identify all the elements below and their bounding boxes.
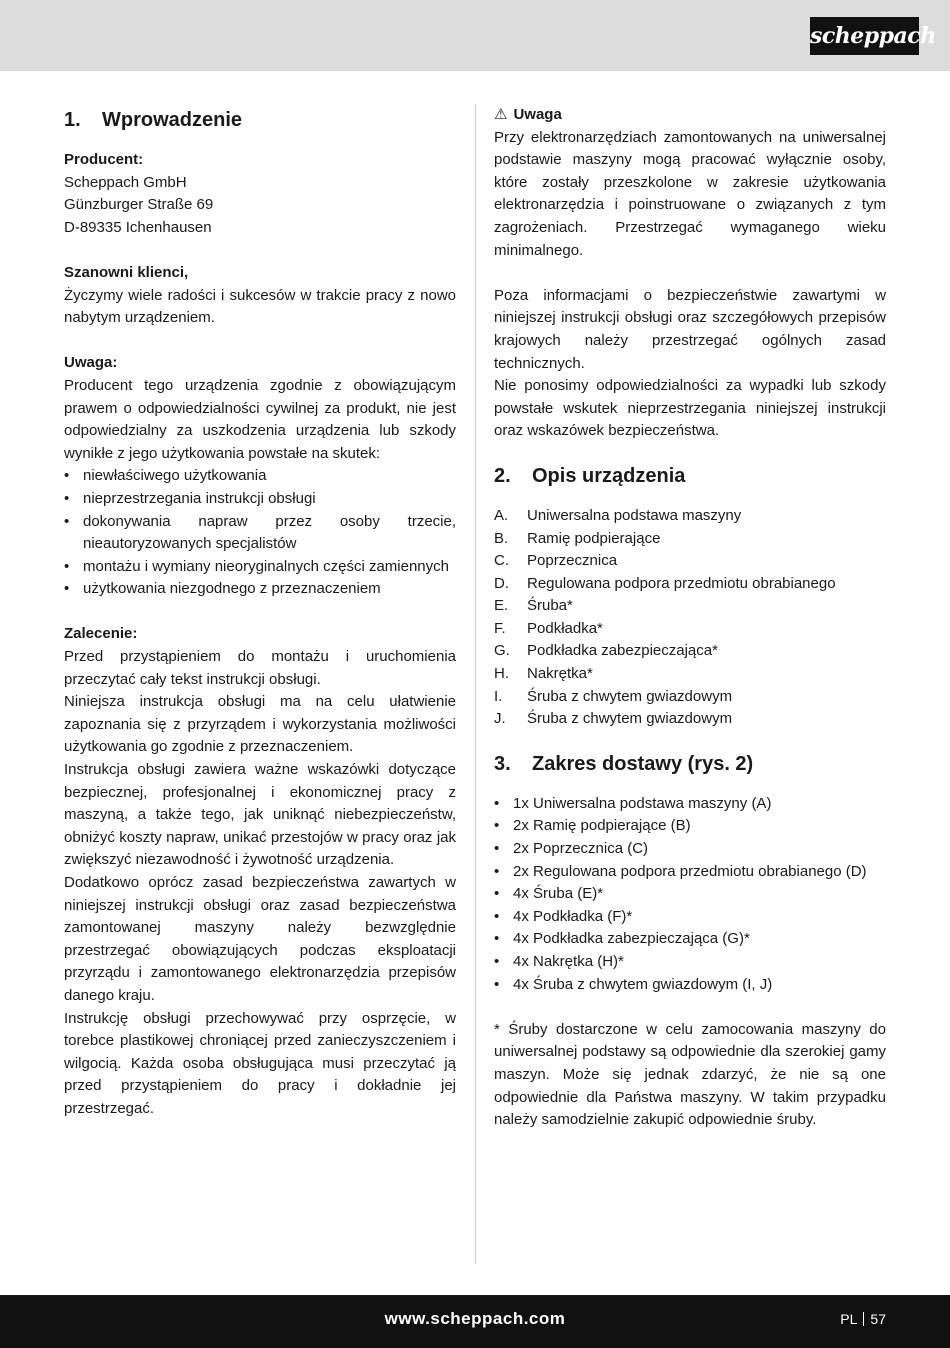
header-band [0,0,950,71]
list-item: • 4x Podkładka (F)* [494,906,886,929]
list-item: B. Ramię podpierające [494,529,661,547]
recommendation-paragraph: Dodatkowo oprócz zasad bezpieczeństwa zawartych w niniejszej instrukcji obsługi oraz zasad bezpieczeństwa zamontowanej maszyny należy bezwzględnie przestrzegać obowiązujących podczas eksploatacji przyrządu i zamontowanego elektronarzędzia przepisów danego kraju. [64,874,456,1004]
list-item: • 4x Śruba (E)* [494,883,886,906]
safety-paragraph: Poza informacjami o bezpieczeństwie zawartymi w niniejszej instrukcji obsługi oraz szczegółowych przepisów krajowych należy przestrzegać ogólnych zasad technicznych. [494,286,886,372]
producer-line: Günzburger Straße 69 [64,196,214,214]
recommendation-block [64,623,456,1120]
list-item: E. Śruba* [494,597,573,615]
brand-logo: scheppach [810,17,919,55]
list-item: F. Podkładka* [494,619,603,637]
list-item: • dokonywania napraw przez osoby trzecie, nieautoryzowanych specjalistów [64,511,456,556]
list-item: G. Podkładka zabezpieczająca* [494,642,718,660]
left-column [64,104,456,1121]
recommendation-paragraph: Niniejsza instrukcja obsługi ma na celu ułatwienie zapoznania się z przyrządem i wykorzystania możliwości użytkowania go zgodnie z przeznaczeniem. [64,693,456,756]
recommendation-paragraph: Przed przystąpieniem do montażu i uruchomienia przeczytać cały tekst instrukcji obsługi. [64,648,456,688]
footer-band [0,1295,950,1348]
greeting-text: Życzymy wiele radości i sukcesów w trakcie pracy z nowo nabytym urządzeniem. [64,286,456,327]
safety-paragraph: Nie ponosimy odpowiedzialności za wypadki lub szkody powstałe wskutek nieprzestrzegania niniejszej instrukcji oraz wskazówek bezpieczeństwa. [494,377,886,440]
list-item: H. Nakrętka* [494,665,593,683]
right-column [494,104,886,1132]
safety-block [494,285,886,443]
section-2-heading: 2. Opis urządzenia [494,464,686,487]
page-number: 57 [870,1311,886,1327]
list-item: I. Śruba z chwytem gwiazdowym [494,687,733,705]
list-item: • 2x Poprzecznica (C) [494,838,886,861]
warning-text: Przy elektronarzędziach zamontowanych na uniwersalnej podstawie maszyny mogą pracować wyłącznie osoby, które zostały przeszkolone w zakresie użytkowania elektronarzędzia i poinstruowane o związanych z tym zagrożeniach. Przestrzegać wymaganego wieku minimalnego. [494,128,886,259]
note-label: Uwaga: [64,354,118,372]
list-item: • montażu i wymiany nieoryginalnych części zamiennych [64,556,456,579]
section-3-heading: 3. Zakres dostawy (rys. 2) [494,752,754,775]
producer-line: D-89335 Ichenhausen [64,218,212,236]
list-item: • 2x Regulowana podpora przedmiotu obrabianego (D) [494,861,886,884]
list-item: • nieprzestrzegania instrukcji obsługi [64,488,456,511]
warning-block [494,104,886,262]
list-item: • niewłaściwego użytkowania [64,465,456,488]
screws-footnote: * Śruby dostarczone w celu zamocowania maszyny do uniwersalnej podstawy są odpowiednie dla szerokiej gamy maszyn. Może się jednak zdarzyć, że nie są one odpowiednie dla Państwa maszyny. W takim przypadku należy samodzielnie zakupić odpowiednie śruby. [494,1020,886,1129]
device-parts-list [494,505,886,731]
list-item: • 1x Uniwersalna podstawa maszyny (A) [494,793,886,816]
list-item: • 4x Podkładka zabezpieczająca (G)* [494,928,886,951]
greeting-block [64,262,456,330]
producer-label: Producent: [64,151,144,168]
warning-triangle-icon: ⚠ [494,106,508,123]
list-item: J. Śruba z chwytem gwiazdowym [494,710,733,728]
list-item: D. Regulowana podpora przedmiotu obrabianego [494,574,836,592]
warning-title [494,104,886,127]
separator [863,1312,864,1326]
list-item: C. Poprzecznica [494,552,618,570]
recommendation-label: Zalecenie: [64,625,138,643]
delivery-scope-list [494,793,886,996]
recommendation-paragraph: Instrukcja obsługi zawiera ważne wskazówki dotyczące bezpiecznej, profesjonalnej i ekonomicznej pracy z maszyną, a także tego, jak uniknąć niebezpieczeństw, obniżyć koszty napraw, unikać przestojów w pracy oraz jak zwiększyć niezawodność i żywotność urządzenia. [64,761,456,869]
list-item: • 4x Nakrętka (H)* [494,951,886,974]
note-block [64,352,456,601]
page-indicator [840,1295,886,1348]
recommendation-paragraph: Instrukcję obsługi przechowywać przy osprzęcie, w torebce plastikowej chroniącej przed zanieczyszczeniem i wilgocią. Każda osoba obsługująca musi przeczytać ją przed przystąpieniem do pracy i dokładnie jej przestrzegać. [64,1009,456,1117]
list-item: • 2x Ramię podpierające (B) [494,815,886,838]
liability-list [64,465,456,601]
note-text: Producent tego urządzenia zgodnie z obowiązującym prawem o odpowiedzialności cywilnej za produkt, nie jest odpowiedzialny za uszkodzenia urządzenia lub szkody wynikłe z jego użytkowania powstałe na skutek: [64,376,456,462]
greeting-label: Szanowni klienci, [64,263,189,281]
section-1-heading: 1. Wprowadzenie [64,109,243,131]
language-code: PL [840,1311,858,1327]
list-item: • użytkowania niezgodnego z przeznaczeniem [64,578,456,601]
list-item: • 4x Śruba z chwytem gwiazdowym (I, J) [494,974,886,997]
warning-label: Uwaga [513,106,562,123]
producer-block [64,149,456,239]
column-divider [475,104,476,1264]
list-item: A. Uniwersalna podstawa maszyny [494,506,742,524]
website-link[interactable]: www.scheppach.com [384,1309,566,1328]
producer-line: Scheppach GmbH [64,173,187,191]
